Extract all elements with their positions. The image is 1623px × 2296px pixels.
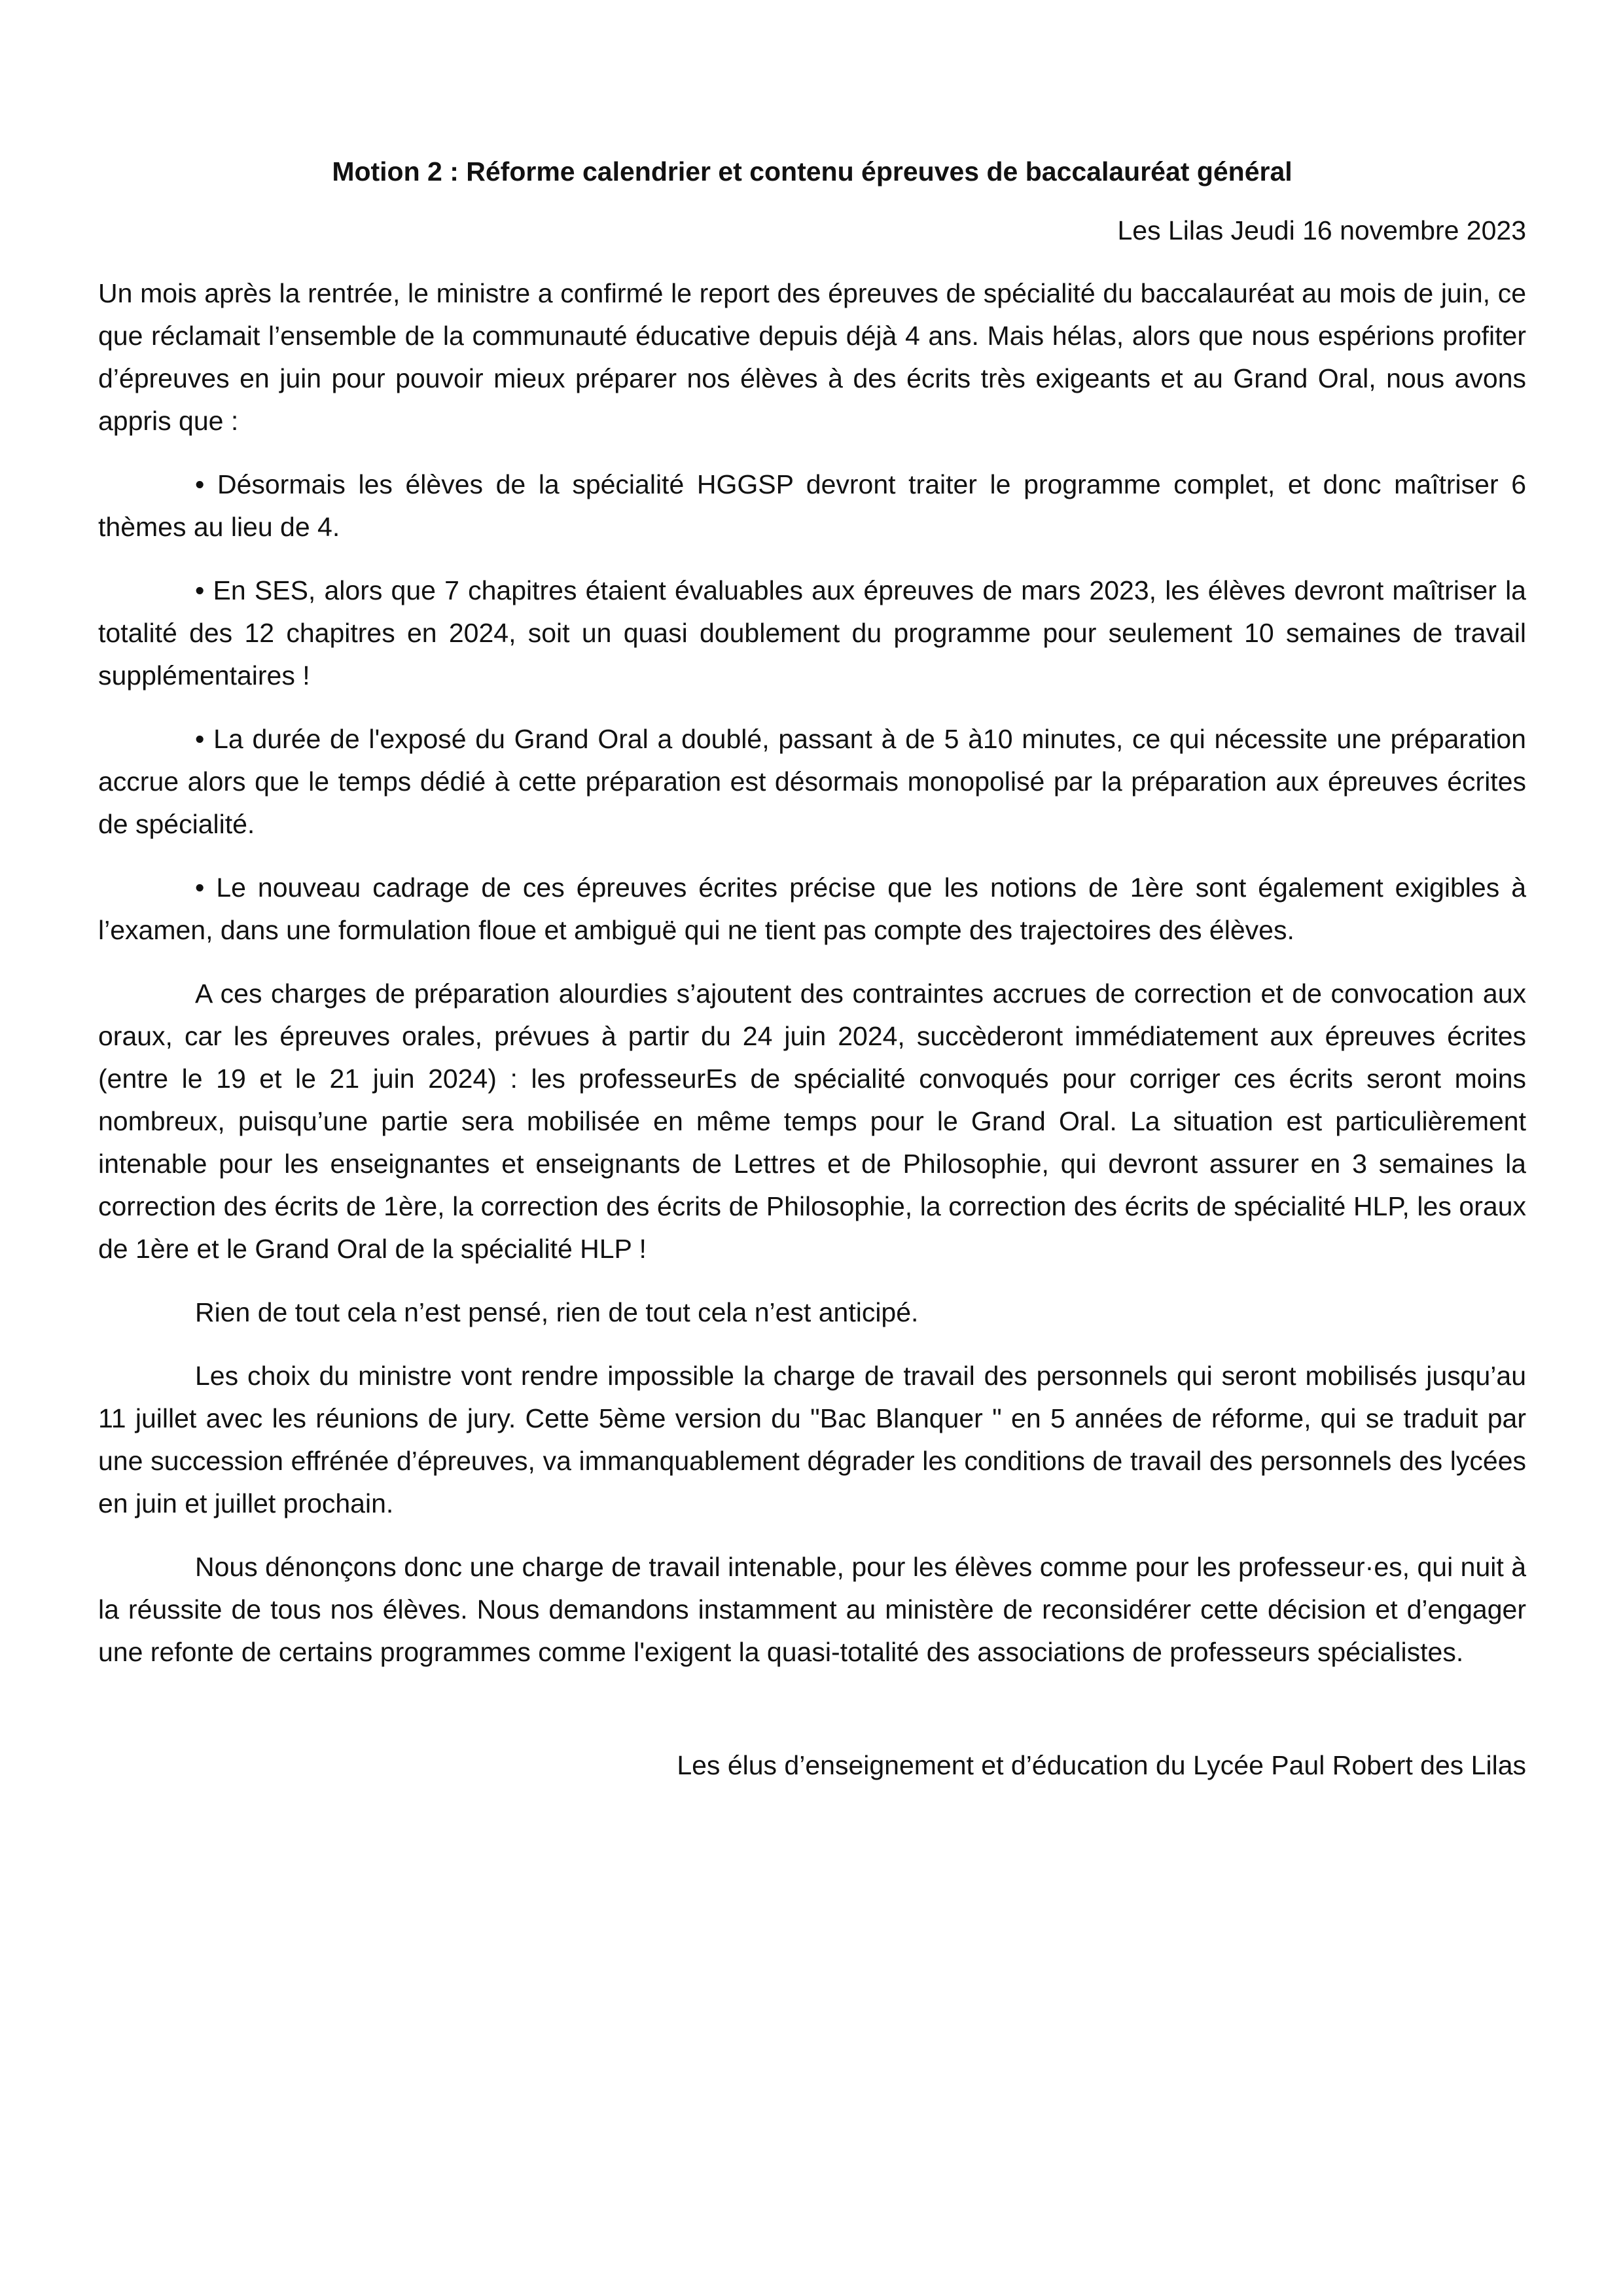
bullet-item-ses: • En SES, alors que 7 chapitres étaient évaluables aux épreuves de mars 2023, les élèves devront maîtriser la totalité des 12 chapitres en 2024, soit un quasi doublement du programme pour seulement 10 semaines de travail supplémentaires ! [98,575,1526,691]
bullet-item-grand-oral: • La durée de l'exposé du Grand Oral a doublé, passant à de 5 à10 minutes, ce qui nécessite une préparation accrue alors que le temps dédié à cette préparation est désormais monopolisé par la préparation aux épreuves écrites de spécialité. [98,724,1526,839]
body-paragraph-conclusion: Nous dénonçons donc une charge de travail intenable, pour les élèves comme pour les professeur·es, qui nuit à la réussite de tous nos élèves. Nous demandons instamment au ministère de reconsidérer cette décision et d’engager une refonte de certains programmes comme l'exigent la quasi-totalité des associations de professeurs spécialistes. [98,1552,1526,1667]
bullet-item-hggsp: • Désormais les élèves de la spécialité HGGSP devront traiter le programme complet, et donc maîtriser 6 thèmes au lieu de 4. [98,469,1526,542]
body-paragraph-anticipation: Rien de tout cela n’est pensé, rien de tout cela n’est anticipé. [195,1297,919,1327]
body-paragraph-charges: A ces charges de préparation alourdies s’ajoutent des contraintes accrues de correction et de convocation aux oraux, car les épreuves orales, prévues à partir du 24 juin 2024, succèderont immédiatement aux épreuves écrites (entre le 19 et le 21 juin 2024) : les professeurEs de spécialité convoqués pour corriger ces écrits seront moins nombreux, puisqu’une partie sera mobilisée en même temps pour le Grand Oral. La situation est particulièrement intenable pour les enseignantes et enseignants de Lettres et de Philosophie, qui devront assurer en 3 semaines la correction des écrits de 1ère, la correction des écrits de Philosophie, la correction des écrits de spécialité HLP, les oraux de 1ère et le Grand Oral de la spécialité HLP ! [98,978,1526,1264]
body-paragraph-choix-ministre: Les choix du ministre vont rendre impossible la charge de travail des personnels qui seront mobilisés jusqu’au 11 juillet avec les réunions de jury. Cette 5ème version du "Bac Blanquer " en 5 années de réforme, qui se traduit par une succession effrénée d’épreuves, va immanquablement dégrader les conditions de travail des personnels des lycées en juin et juillet prochain. [98,1361,1526,1518]
intro-paragraph: Un mois après la rentrée, le ministre a confirmé le report des épreuves de spécialité du baccalauréat au mois de juin, ce que réclamait l’ensemble de la communauté éducative depuis déjà 4 ans. Mais hélas, alors que nous espérions profiter d’épreuves en juin pour pouvoir mieux préparer nos élèves à des écrits très exigeants et au Grand Oral, nous avons appris que : [98,278,1526,436]
date-line: Les Lilas Jeudi 16 novembre 2023 [1117,215,1526,245]
motion-title: Motion 2 : Réforme calendrier et contenu épreuves de baccalauréat général [332,156,1293,187]
signature-line: Les élus d’enseignement et d’éducation du Lycée Paul Robert des Lilas [677,1750,1526,1780]
document-page [98,152,1526,1785]
bullet-item-cadrage: • Le nouveau cadrage de ces épreuves écrites précise que les notions de 1ère sont également exigibles à l’examen, dans une formulation floue et ambiguë qui ne tient pas compte des trajectoires des élèves. [98,872,1526,945]
